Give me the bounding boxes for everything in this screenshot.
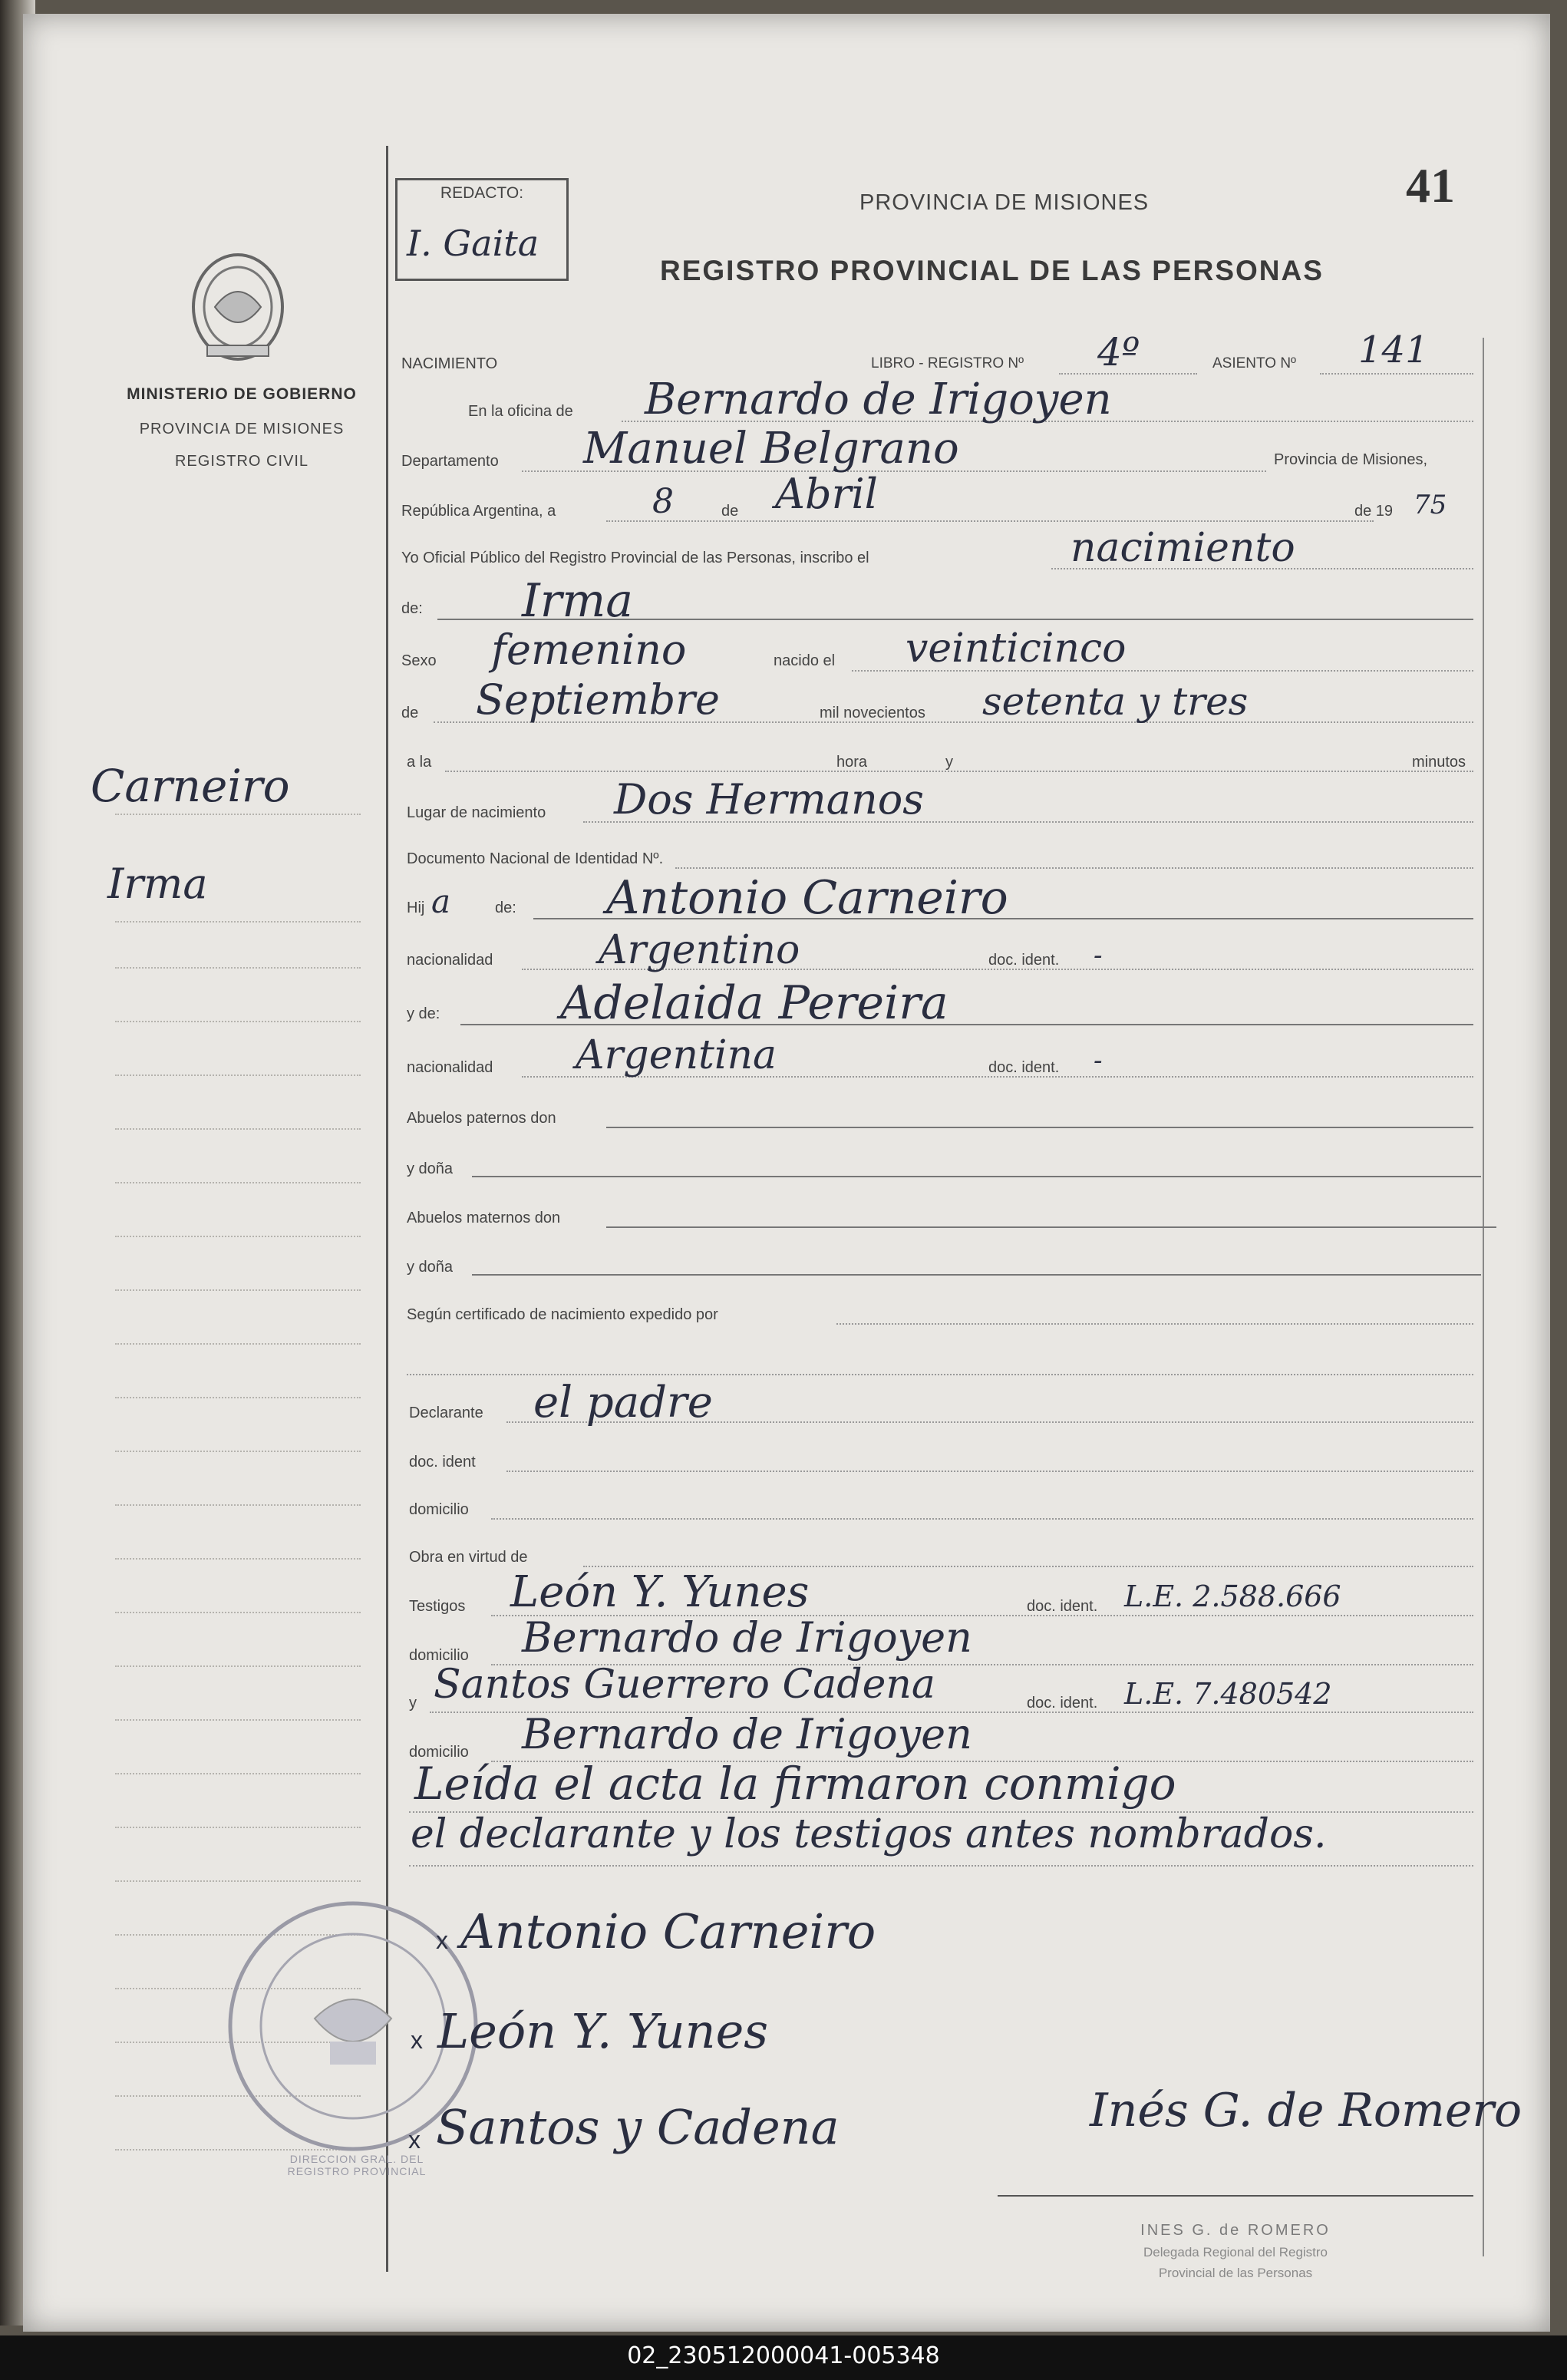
dia-nac-value: veinticinco: [906, 626, 1127, 672]
filename-label: 02_230512000041-005348: [627, 2342, 940, 2369]
year-value: 75: [1414, 490, 1447, 520]
declarante-label: Declarante: [409, 1405, 483, 1421]
yo-label: Yo Oficial Público del Registro Provincial de las Personas, inscribo el: [401, 550, 869, 566]
t1dom-value: Bernardo de Irigoyen: [522, 1613, 972, 1662]
form-right-rule: [1483, 338, 1484, 2256]
t2doc-label: doc. ident.: [1027, 1695, 1098, 1712]
hora-label: hora: [836, 754, 868, 771]
nac2-value: Argentina: [576, 1032, 777, 1078]
lugar-value: Dos Hermanos: [614, 775, 924, 824]
asiento-label: ASIENTO Nº: [1212, 355, 1296, 371]
t1doc-label: doc. ident.: [1027, 1598, 1098, 1615]
abuelos-mat-label: Abuelos maternos don: [407, 1210, 561, 1226]
departamento-label: Departamento: [401, 453, 499, 470]
t2dom-value: Bernardo de Irigoyen: [522, 1710, 972, 1758]
seal-text: DIRECCION GRAL. DEL REGISTRO PROVINCIAL: [287, 2153, 427, 2177]
signature-line: [998, 2195, 1473, 2197]
minutos-label: minutos: [1412, 754, 1466, 771]
signature-mark-2: x: [411, 2026, 423, 2054]
doc2-value: -: [1094, 1045, 1103, 1076]
madre-value: Adelaida Pereira: [560, 976, 948, 1030]
stamp-line-3: Provincial de las Personas: [1158, 2266, 1313, 2280]
name-value: Irma: [522, 574, 634, 628]
doc2-label: doc. ident.: [988, 1059, 1060, 1076]
mil-label: mil novecientos: [820, 705, 925, 721]
leida-line-1: Leída el acta la firmaron conmigo: [414, 1758, 1176, 1810]
republica-label: República Argentina, a: [401, 503, 556, 520]
header-title: REGISTRO PROVINCIAL DE LAS PERSONAS: [660, 255, 1324, 286]
sexo-value: femenino: [491, 626, 687, 674]
sexo-label: Sexo: [401, 652, 437, 669]
abuelos-pat-label: Abuelos paternos don: [407, 1110, 556, 1127]
declarante-value: el padre: [533, 1378, 713, 1428]
signature-3: Santos y Cadena: [436, 2099, 840, 2155]
ydona1-label: y doña: [407, 1160, 454, 1177]
obra-label: Obra en virtud de: [409, 1549, 528, 1566]
province-label-left: PROVINCIA DE MISIONES: [139, 421, 345, 437]
testigo2-value: Santos Guerrero Cadena: [434, 1662, 935, 1708]
ydona2-label: y doña: [407, 1259, 454, 1276]
year-label: de 19: [1354, 503, 1394, 520]
month-value: Abril: [775, 470, 878, 518]
libro-value: 4º: [1097, 330, 1140, 375]
asiento-value: 141: [1358, 328, 1429, 371]
page-number: 41: [1406, 158, 1455, 213]
stamp-line-2: Delegada Regional del Registro: [1143, 2245, 1328, 2260]
header-province: PROVINCIA DE MISIONES: [859, 190, 1150, 215]
nac1-label: nacionalidad: [407, 952, 493, 969]
oficina-label: En la oficina de: [468, 403, 573, 420]
inscribo-value: nacimiento: [1071, 525, 1295, 571]
segun-label: Según certificado de nacimiento expedido por: [407, 1306, 718, 1323]
lugar-label: Lugar de nacimiento: [407, 804, 546, 821]
doc1-label: doc. ident.: [988, 952, 1060, 969]
signature-1: Antonio Carneiro: [460, 1903, 876, 1959]
testigo1-value: León Y. Yunes: [510, 1567, 810, 1617]
t2doc-value: L.E. 7.480542: [1124, 1677, 1332, 1711]
signature-2: León Y. Yunes: [437, 2003, 769, 2059]
oficina-value: Bernardo de Irigoyen: [645, 375, 1112, 424]
domicilio-label: domicilio: [409, 1501, 469, 1518]
yde-label: y de:: [407, 1005, 440, 1022]
nac2-label: nacionalidad: [407, 1059, 493, 1076]
t1dom-label: domicilio: [409, 1647, 469, 1664]
padre-value: Antonio Carneiro: [606, 871, 1008, 925]
nac1-value: Argentino: [599, 927, 800, 973]
hijo-label: Hij: [407, 900, 425, 916]
mes-nac-value: Septiembre: [476, 675, 720, 724]
stamp-line-1: INES G. de ROMERO: [1140, 2222, 1331, 2239]
docident-label: doc. ident: [409, 1454, 476, 1471]
de-label: de: [721, 503, 739, 520]
official-signature: Inés G. de Romero: [1090, 2084, 1522, 2137]
anio-nac-value: setenta y tres: [982, 679, 1249, 724]
t1doc-value: L.E. 2.588.666: [1124, 1580, 1341, 1613]
doc1-value: -: [1094, 940, 1103, 971]
record-type-label: NACIMIENTO: [401, 355, 498, 372]
departamento-value: Manuel Belgrano: [583, 424, 959, 474]
t2dom-label: domicilio: [409, 1744, 469, 1761]
day-value: 8: [652, 482, 674, 521]
provincia-label: Provincia de Misiones,: [1274, 451, 1428, 468]
de4-label: de:: [495, 900, 516, 916]
de2-label: de:: [401, 600, 423, 617]
registry-label-left: REGISTRO CIVIL: [174, 453, 309, 470]
nacido-label: nacido el: [774, 652, 836, 669]
margin-note-surname: Carneiro: [91, 760, 290, 812]
de3-label: de: [401, 705, 419, 721]
dni-label: Documento Nacional de Identidad Nº.: [407, 850, 664, 867]
redacto-label: REDACTO:: [440, 184, 524, 202]
leida-line-2: el declarante y los testigos antes nombrados.: [411, 1811, 1327, 1857]
libro-label: LIBRO - REGISTRO Nº: [871, 355, 1024, 371]
testigos-label: Testigos: [409, 1598, 466, 1615]
coat-of-arms-icon: [184, 246, 292, 368]
margin-note-name: Irma: [107, 860, 208, 908]
y5-label: y: [409, 1695, 417, 1712]
y-label: y: [945, 754, 953, 771]
hijo-suffix: a: [431, 883, 451, 920]
ala-label: a la: [407, 754, 432, 771]
signature-mark-1: x: [436, 1926, 448, 1954]
signature-mark-3: x: [408, 2126, 421, 2154]
ministry-label: MINISTERIO DE GOBIERNO: [127, 385, 357, 403]
redacto-value: I. Gaita: [407, 223, 539, 264]
